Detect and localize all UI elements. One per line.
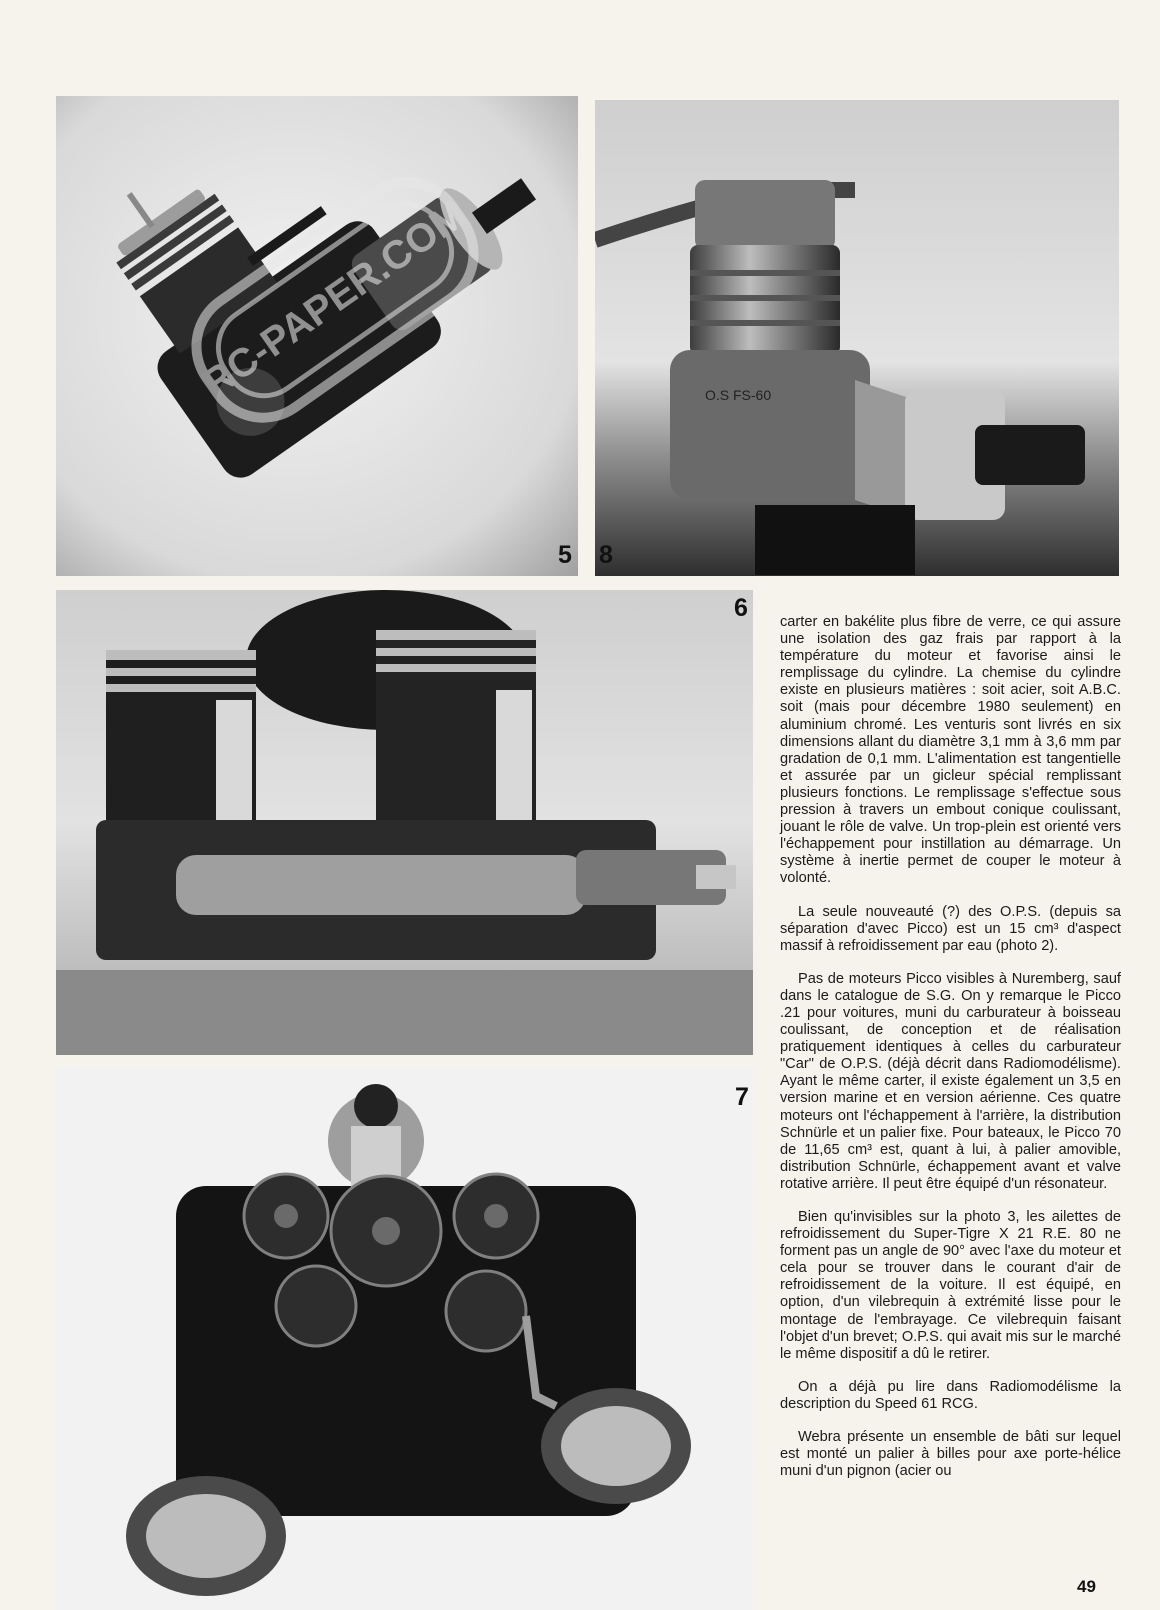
article-paragraph: Bien qu'invisibles sur la photo 3, les ailettes de refroidissement du Super-Tigre X 21 R.E. 80 ne forment pas un angle de 90° avec l'axe du moteur et cela pour se trouver dans le courant d'air de refroidissement de la voiture. Il est équipé, en option, d'un vilebrequin à extrémité lisse pour le montage de l'embrayage. Ce vilebrequin faisant l'objet d'un brevet; O.P.S. qui avait mis sur le marché le même dispositif a dû le retirer. (780, 1209, 1121, 1362)
multi-cylinder-gear-engine-photo (56, 1066, 753, 1610)
article-column (780, 614, 1121, 1496)
watermark-stamp (160, 130, 510, 470)
photo-5-number: 5 (558, 541, 572, 569)
article-paragraph: Pas de moteurs Picco visibles à Nuremberg, sauf dans le catalogue de S.G. On y remarque le Picco .21 pour voitures, muni du carburateur à boisseau coulissant, de conception et de réalisation pratiquement identiques à celles du carburateur "Car" de O.P.S. (déjà décrit dans Radiomodélisme). Ayant le même carter, il existe également un 3,5 en version marine et en version aérienne. Ces quatre moteurs ont l'échappement à l'arrière, la distribution Schnürle et un palier fixe. Pour bateaux, le Picco 70 de 11,65 cm³ est, quant à lui, à palier amovible, distribution Schnürle, échappement avant et valve rotative arrière. Il peut être équipé d'un résonateur. (780, 970, 1121, 1192)
os-fs60-four-stroke-photo (595, 100, 1119, 576)
article-paragraph: carter en bakélite plus fibre de verre, ce qui assure une isolation des gaz frais par rapport à la température du moteur et favorise ainsi le remplissage du cylindre. La chemise du cylindre existe en plusieurs matières : soit acier, soit A.B.C. soit (mais pour décembre 1980 seulement) en aluminium chromé. Les venturis sont livrés en six dimensions allant du diamètre 3,1 mm à 3,6 mm par gradation de 0,1 mm. L'alimentation est tangentielle et assurée par un gicleur spécial remplissant plusieurs fonctions. Le remplissage s'effectue sous pression à travers un embout conique coulissant, jouant le rôle de valve. Un trop-plein est orienté vers l'échappement pour instillation au démarrage. Un système à inertie permet de couper le moteur à volonté. (780, 614, 1121, 887)
photo-7-number: 7 (735, 1083, 749, 1111)
article-paragraph: La seule nouveauté (?) des O.P.S. (depuis sa séparation d'avec Picco) est un 15 cm³ d'aspect massif à refroidissement par eau (photo 2). (780, 903, 1121, 954)
article-paragraph: On a déjà pu lire dans Radiomodélisme la description du Speed 61 RCG. (780, 1378, 1121, 1412)
photo-6-number: 6 (734, 594, 748, 622)
photo-8 (595, 100, 1119, 576)
article-paragraph: Webra présente un ensemble de bâti sur lequel est monté un palier à billes pour axe porte-hélice muni d'un pignon (acier ou (780, 1429, 1121, 1480)
engine-engraving: O.S FS-60 (705, 387, 772, 403)
twin-cylinder-cutaway-photo (56, 590, 753, 1055)
photo-8-number: 8 (599, 541, 613, 569)
page-number: 49 (1077, 1577, 1096, 1596)
photo-6 (56, 590, 753, 1055)
photo-7 (56, 1066, 753, 1610)
watermark-text: RC-PAPER.COM (194, 192, 475, 407)
